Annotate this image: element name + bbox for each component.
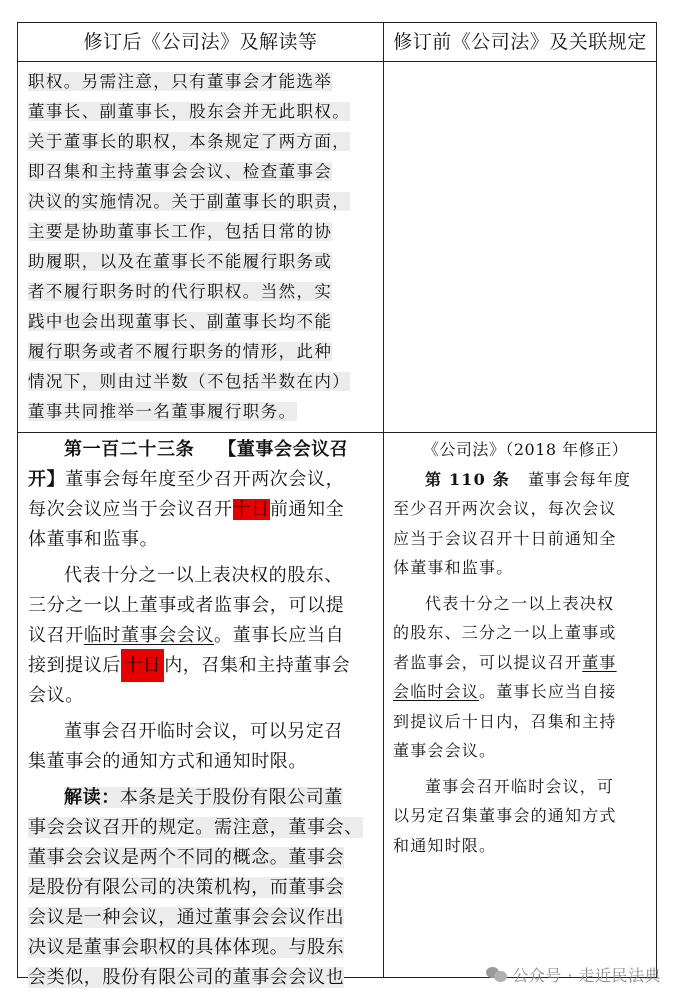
previous-interpretation <box>28 67 373 427</box>
old-law-line: 会临时会议。董事长应当自接 <box>393 682 617 701</box>
old-law-article-110 <box>393 435 658 860</box>
interp-line: 即召集和主持董事会会议、检查董事会 <box>28 162 333 181</box>
interpretation-label: 解读： <box>64 787 120 808</box>
column-divider <box>383 23 384 977</box>
article-line: 董事会召开临时会议，可以另定召 <box>64 721 343 742</box>
interp-line: 职权。另需注意，只有董事会才能选举 <box>28 72 333 91</box>
interpretation-line: 解读：本条是关于股份有限公司董 <box>64 787 344 808</box>
article-title-end: 开】 <box>28 469 66 490</box>
highlight-ten-days: 十日 <box>232 499 270 520</box>
interp-line: 主要是协助董事长工作，包括日常的协 <box>28 222 333 241</box>
underlined-temp-meeting: 临时董事会会议 <box>83 625 215 646</box>
header-previous-law: 修订前《公司法》及关联规定 <box>393 31 647 53</box>
old-article-number: 第 110 条 <box>425 469 510 489</box>
underlined-temp-meeting: 会临时会议 <box>393 682 480 701</box>
interp-line: 关于董事长的职权，本条规定了两方面， <box>28 132 351 151</box>
article-line: 代表十分之一以上表决权的股东、 <box>64 565 343 586</box>
interp-line: 董事共同推举一名董事履行职务。 <box>28 402 297 421</box>
interpretation-line: 会类似，股份有限公司的董事会会议也 <box>28 967 345 988</box>
old-law-line: 体董事和监事。 <box>393 558 514 577</box>
article-line: 开】董事会每年度至少召开两次会议， <box>28 469 345 490</box>
highlight-ten-days: 十日 <box>121 649 164 682</box>
article-heading <box>28 435 374 465</box>
header-revised-law: 修订后《公司法》及解读等 <box>83 31 318 53</box>
article-line: 三分之一以上董事或者监事会，可以提 <box>28 595 345 616</box>
old-law-line: 应当于会议召开十日前通知全 <box>393 528 617 548</box>
old-law-source: 《公司法》（2018 年修正） <box>422 440 629 459</box>
old-law-line: 以另定召集董事会的通知方式 <box>393 806 617 825</box>
interp-line: 决议的实施情况。关于副董事长的职责， <box>28 192 351 211</box>
article-line: 集董事会的通知方式和通知时限。 <box>28 751 307 772</box>
underlined-temp-meeting: 董事 <box>582 652 617 672</box>
article-line: 议召开临时董事会会议。董事长应当自 <box>28 625 345 646</box>
row-divider <box>18 432 656 433</box>
interpretation-line: 董事会会议是两个不同的概念。董事会 <box>28 847 345 868</box>
old-law-line: 至少召开两次会议，每次会议 <box>393 499 617 518</box>
interpretation-line: 事会会议召开的规定。需注意，董事会、 <box>28 817 363 838</box>
interp-line: 践中也会出现董事长、副董事长均不能 <box>28 312 333 331</box>
old-law-line: 第 110 条 董事会每年度 <box>425 469 632 489</box>
article-line: 每次会议应当于会议召开十日前通知全 <box>28 499 345 520</box>
comparison-table <box>17 22 657 988</box>
watermark-text: 公众号 · 走近民法典 <box>512 965 661 985</box>
interp-line: 履行职务或者不履行职务的情形，此种 <box>28 342 333 361</box>
interpretation-line: 决议是董事会职权的具体体现。与股东 <box>28 937 345 958</box>
interpretation-line: 是股份有限公司的决策机构，而董事会 <box>28 877 345 898</box>
wechat-icon <box>486 965 508 983</box>
header-divider <box>18 61 656 62</box>
interp-line: 情况下，则由过半数（不包括半数在内） <box>28 372 351 391</box>
old-law-line: 和通知时限。 <box>393 835 497 855</box>
interp-line: 助履职，以及在董事长不能履行职务或 <box>28 252 333 271</box>
article-line: 会议。 <box>28 685 84 706</box>
old-law-line: 的股东、三分之一以上董事或 <box>393 623 617 642</box>
interp-line: 者不履行职务时的代行职权。当然，实 <box>28 282 333 301</box>
article-123 <box>28 435 374 993</box>
article-line: 接到提议后 十日 内，召集和主持董事会 <box>28 651 374 681</box>
interp-line: 董事长、副董事长，股东会并无此职权。 <box>28 102 351 121</box>
watermark <box>486 962 661 986</box>
interpretation-line: 会议是一种会议，通过董事会会议作出 <box>28 907 345 928</box>
article-title: 【董事会会议召 <box>218 439 349 460</box>
article-line: 体董事和监事。 <box>28 529 159 550</box>
article-number: 第一百二十三条 <box>64 439 195 460</box>
old-law-line: 董事会会议。 <box>393 741 497 760</box>
old-law-line: 代表十分之一以上表决权 <box>425 593 615 613</box>
old-law-line: 董事会召开临时会议，可 <box>425 776 615 796</box>
old-law-line: 者监事会，可以提议召开董事 <box>393 652 617 672</box>
old-law-line: 到提议后十日内，召集和主持 <box>393 711 617 731</box>
